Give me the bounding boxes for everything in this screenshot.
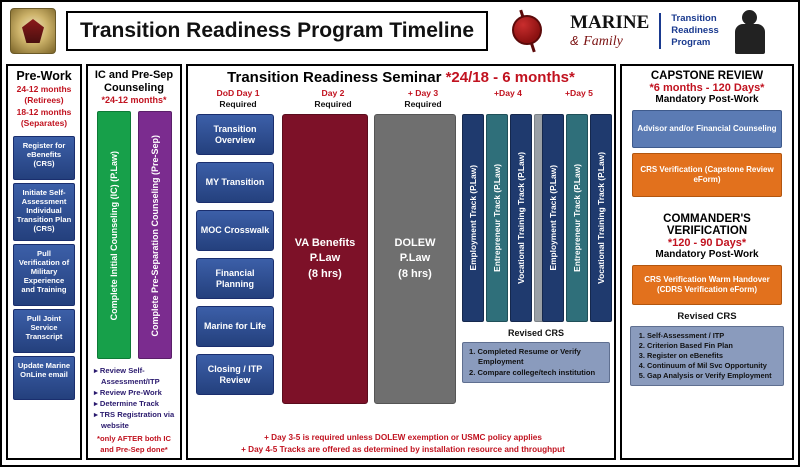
right-revised-crs-list — [630, 326, 784, 386]
trs-heading-timeframe: *24/18 - 6 months* — [445, 69, 575, 86]
ic-presep-note: *only AFTER both IC and Pre-Sep done* — [97, 434, 171, 455]
day-label-3: + Day 3 Required — [404, 88, 442, 109]
capstone-review-title: CAPSTONE REVIEW — [650, 70, 764, 82]
day1-module: MY Transition — [196, 162, 274, 203]
day1-module: MOC Crosswalk — [196, 210, 274, 251]
commanders-verification-title: COMMANDER'S VERIFICATION — [663, 213, 751, 237]
ic-bullet: ▸ TRS Registration via website — [94, 410, 175, 431]
body-area — [2, 60, 798, 465]
eagle-globe-anchor-icon — [500, 7, 556, 55]
prework-timeframe-line-3: 18-12 months — [16, 106, 72, 117]
ic-presep-heading: IC and Pre-Sep Counseling — [94, 69, 174, 94]
header — [2, 2, 798, 60]
ic-presep-bars — [88, 111, 180, 359]
advisor-financial-counseling-box: Advisor and/or Financial Counseling — [632, 110, 782, 148]
pre-separation-counseling-bar — [138, 111, 172, 359]
capstone-crs-verification-box: CRS Verification (Capstone Review eForm) — [632, 153, 782, 197]
trs-footnotes — [194, 432, 612, 455]
commander-crs-verification-box: CRS Verification Warm Handover (CDRS Verification eForm) — [632, 265, 782, 305]
day1-module: Financial Planning — [196, 258, 274, 299]
prework-item: Register for eBenefits (CRS) — [13, 136, 75, 180]
commanders-verification-timeframe: *120 - 90 Days* — [667, 237, 747, 249]
capstone-review-timeframe: *6 months - 120 Days* — [649, 82, 765, 94]
day3-line-1: DOLEW — [394, 236, 436, 249]
prework-item: Pull Joint Service Transcript — [13, 309, 75, 353]
trp-line-1: Transition — [671, 13, 717, 25]
marine-and-family-logo — [570, 13, 719, 50]
day2-line-2: P.Law — [309, 252, 341, 265]
prework-item: Pull Verification of Military Experience and Training — [13, 244, 75, 306]
prework-timeframe-line-2: (Retirees) — [24, 95, 64, 106]
day5-track: Entrepreneur Track (P.Law) — [566, 114, 588, 322]
family-wordmark: Family — [583, 33, 623, 49]
day1-module: Transition Overview — [196, 114, 274, 155]
trp-line-3: Program — [671, 36, 711, 48]
day2-line-3: (8 hrs) — [308, 267, 342, 280]
right-revised-crs-item: 3. Register on eBenefits — [647, 351, 779, 361]
ic-bullet: ▸ Review Self-Assessment/ITP — [94, 366, 160, 387]
day-label-5: +Day 5 — [565, 88, 593, 98]
day5-track: Vocational Training Track (P.Law) — [590, 114, 612, 322]
day3-line-2: P.Law — [399, 252, 431, 265]
trs-revised-crs-item: 2. Compare college/tech institution — [469, 367, 596, 377]
day5-track: Employment Track (P.Law) — [542, 114, 564, 322]
day4-track: Vocational Training Track (P.Law) — [510, 114, 532, 322]
capstone-review-subtitle: Mandatory Post-Work — [655, 94, 759, 105]
day4-track: Employment Track (P.Law) — [462, 114, 484, 322]
usmc-seal-icon — [10, 8, 56, 54]
day1-module: Marine for Life — [196, 306, 274, 347]
day3-line-3: (8 hrs) — [398, 267, 432, 280]
trs-revised-crs-box — [462, 342, 610, 383]
day4-track: Entrepreneur Track (P.Law) — [486, 114, 508, 322]
ic-presep-column — [86, 64, 182, 460]
day2-va-benefits-bar — [282, 114, 368, 404]
trs-column — [186, 64, 616, 460]
trs-footnote-2: + Day 4-5 Tracks are offered as determined by installation resource and throughput — [241, 444, 565, 454]
ic-presep-bullets — [92, 365, 176, 455]
page-title: Transition Readiness Program Timeline — [80, 19, 475, 42]
trs-heading-text: Transition Readiness Seminar — [227, 69, 442, 86]
day1-module-stack — [196, 114, 274, 402]
right-revised-crs-item: 2. Criterion Based Fin Plan — [647, 341, 779, 351]
day2-line-1: VA Benefits — [294, 236, 356, 249]
prework-column — [6, 64, 82, 460]
day-label-4: +Day 4 — [494, 88, 522, 98]
prework-heading: Pre-Work — [16, 69, 72, 83]
marine-silhouette-icon — [733, 8, 767, 54]
trs-day-labels — [188, 88, 614, 114]
prework-timeframe-line-4: (Separates) — [20, 118, 68, 129]
initial-counseling-bar — [97, 111, 131, 359]
prework-timeframe — [8, 84, 80, 133]
day3-dolew-bar — [374, 114, 456, 404]
trs-revised-crs-title: Revised CRS — [507, 328, 565, 338]
initial-counseling-label: Complete Initial Counseling (IC) (P.Law) — [108, 150, 119, 320]
commanders-verification-subtitle: Mandatory Post-Work — [655, 249, 759, 260]
prework-timeframe-line-1: 24-12 months — [16, 84, 72, 94]
day-label-1: DoD Day 1 Required — [216, 88, 260, 109]
pre-separation-counseling-label: Complete Pre-Separation Counseling (Pre-Sep) — [149, 134, 160, 337]
right-revised-crs-item: 1. Self-Assessment / ITP — [647, 331, 779, 341]
page-title-box — [66, 11, 488, 51]
trs-track-area — [188, 114, 614, 430]
transition-readiness-program-logo — [659, 13, 719, 49]
right-revised-crs-title: Revised CRS — [677, 311, 737, 322]
ampersand-glyph: & — [570, 32, 579, 48]
day1-module: Closing / ITP Review — [196, 354, 274, 395]
capstone-column — [620, 64, 794, 460]
trp-line-2: Readiness — [671, 25, 719, 37]
trs-heading — [188, 66, 614, 86]
trs-footnote-1: + Day 3-5 is required unless DOLEW exemption or USMC policy applies — [264, 433, 542, 443]
right-revised-crs-item: 4. Continuum of Mil Svc Opportunity — [647, 361, 779, 371]
trs-revised-crs-item: 1. Completed Resume or Verify Employment — [469, 347, 581, 367]
right-revised-crs-item: 5. Gap Analysis or Verify Employment — [647, 371, 779, 381]
prework-item: Update Marine OnLine email — [13, 356, 75, 400]
ic-bullet: ▸ Review Pre-Work — [94, 388, 162, 398]
ic-presep-timeframe: *24-12 months* — [101, 95, 167, 106]
ic-bullet: ▸ Determine Track — [94, 399, 160, 409]
marine-wordmark: MARINE — [570, 11, 650, 33]
day-label-2: Day 2 Required — [314, 88, 352, 109]
prework-item: Initiate Self-Assessment Individual Transition Plan (CRS) — [13, 183, 75, 241]
